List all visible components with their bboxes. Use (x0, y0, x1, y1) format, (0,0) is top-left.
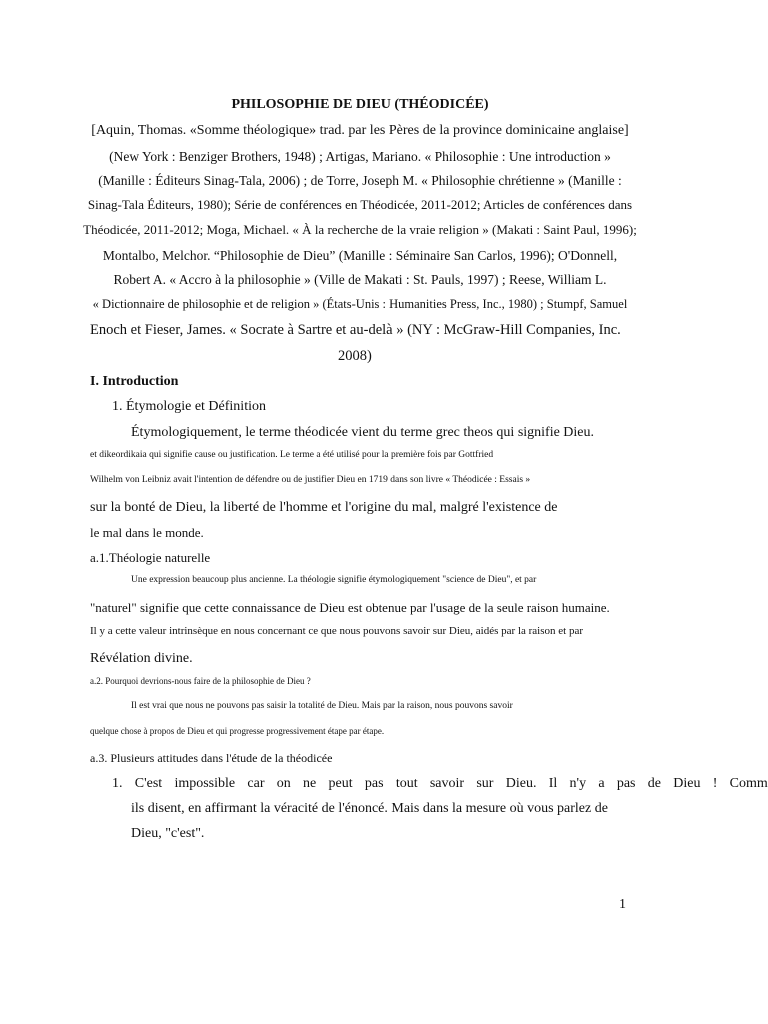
word: Comm (729, 777, 768, 791)
word: 1. (112, 777, 123, 791)
a3-item-1-line-2: ils disent, en affirmant la véracité de l'énoncé. Mais dans la mesure où vous parlez de (131, 801, 608, 816)
word: savoir (429, 777, 465, 791)
word: de (647, 777, 661, 791)
a3-item-1-line-1 (112, 777, 768, 791)
a2-heading: a.2. Pourquoi devrions-nous faire de la philosophie de Dieu ? (90, 676, 311, 686)
reference-line-4: Sinag-Tala Éditeurs, 1980); Série de conférences en Théodicée, 2011-2012; Articles de conférences dans (87, 197, 633, 212)
word: on (276, 777, 291, 791)
reference-line-8: « Dictionnaire de philosophie et de religion » (États-Unis : Humanities Press, Inc., 1980) ; Stumpf, Samuel (92, 297, 628, 311)
word: a (598, 777, 605, 791)
a3-heading: a.3. Plusieurs attitudes dans l'étude de la théodicée (90, 751, 333, 765)
reference-line-7: Robert A. « Accro à la philosophie » (Ville de Makati : St. Pauls, 1997) ; Reese, William L. (113, 272, 607, 287)
a1-line-4: Révélation divine. (90, 651, 193, 666)
word: Il (548, 777, 558, 791)
word: pas (364, 777, 384, 791)
word: impossible (174, 777, 236, 791)
word: peut (328, 777, 353, 791)
a2-line-2: quelque chose à propos de Dieu et qui progresse progressivement étape par étape. (90, 726, 385, 736)
word: pas (616, 777, 636, 791)
reference-line-9: Enoch et Fieser, James. « Socrate à Sartre et au-delà » (NY : McGraw-Hill Companies, Inc. (90, 322, 621, 338)
word: car (247, 777, 265, 791)
a2-line-1: Il est vrai que nous ne pouvons pas saisir la totalité de Dieu. Mais par la raison, nous pouvons savoir (131, 701, 513, 711)
reference-line-5: Théodicée, 2011-2012; Moga, Michael. « À la recherche de la vraie religion » (Makati : Saint Paul, 1996); (83, 222, 637, 237)
reference-line-10: 2008) (338, 348, 372, 364)
etym-line-4: sur la bonté de Dieu, la liberté de l'homme et l'origine du mal, malgré l'existence de (90, 500, 558, 515)
etym-line-2: et dikeordikaia qui signifie cause ou justification. Le terme a été utilisé pour la première fois par Gottfried (90, 450, 494, 460)
section-heading: I. Introduction (90, 374, 179, 389)
reference-line-6: Montalbo, Melchor. “Philosophie de Dieu” (Manille : Séminaire San Carlos, 1996); O'Donnell, (102, 248, 618, 263)
reference-line-1: [Aquin, Thomas. «Somme théologique» trad. par les Pères de la province dominicaine anglaise] (91, 123, 629, 138)
word: sur (476, 777, 494, 791)
word: n'y (569, 777, 587, 791)
reference-line-3: (Manille : Éditeurs Sinag-Tala, 2006) ; de Torre, Joseph M. « Philosophie chrétienne » (Manille : (98, 173, 622, 188)
a1-line-2: "naturel" signifie que cette connaissance de Dieu est obtenue par l'usage de la seule raison humaine. (90, 600, 610, 615)
word: tout (395, 777, 418, 791)
subheading-etymology: 1. Étymologie et Définition (112, 399, 266, 414)
document-title: PHILOSOPHIE DE DIEU (THÉODICÉE) (231, 97, 489, 112)
a1-line-1: Une expression beaucoup plus ancienne. La théologie signifie étymologiquement "science de Dieu", et par (131, 575, 537, 585)
etym-line-1: Étymologiquement, le terme théodicée vient du terme grec theos qui signifie Dieu. (131, 425, 595, 440)
word: ne (303, 777, 317, 791)
a1-line-3: Il y a cette valeur intrinsèque en nous concernant ce que nous pouvons savoir sur Dieu, aidés par la raison et par (90, 625, 584, 637)
word: C'est (134, 777, 163, 791)
a3-item-1-line-3: Dieu, "c'est". (131, 826, 205, 841)
etym-line-5: le mal dans le monde. (90, 525, 204, 540)
a1-heading: a.1.Théologie naturelle (90, 550, 211, 565)
page-number: 1 (619, 897, 626, 912)
reference-line-2: (New York : Benziger Brothers, 1948) ; Artigas, Mariano. « Philosophie : Une introduction » (109, 149, 611, 164)
word: Dieu (673, 777, 701, 791)
word: ! (712, 777, 718, 791)
word: Dieu. (505, 777, 537, 791)
etym-line-3: Wilhelm von Leibniz avait l'intention de défendre ou de justifier Dieu en 1719 dans son livre « Théodicée : Essais » (90, 475, 531, 485)
